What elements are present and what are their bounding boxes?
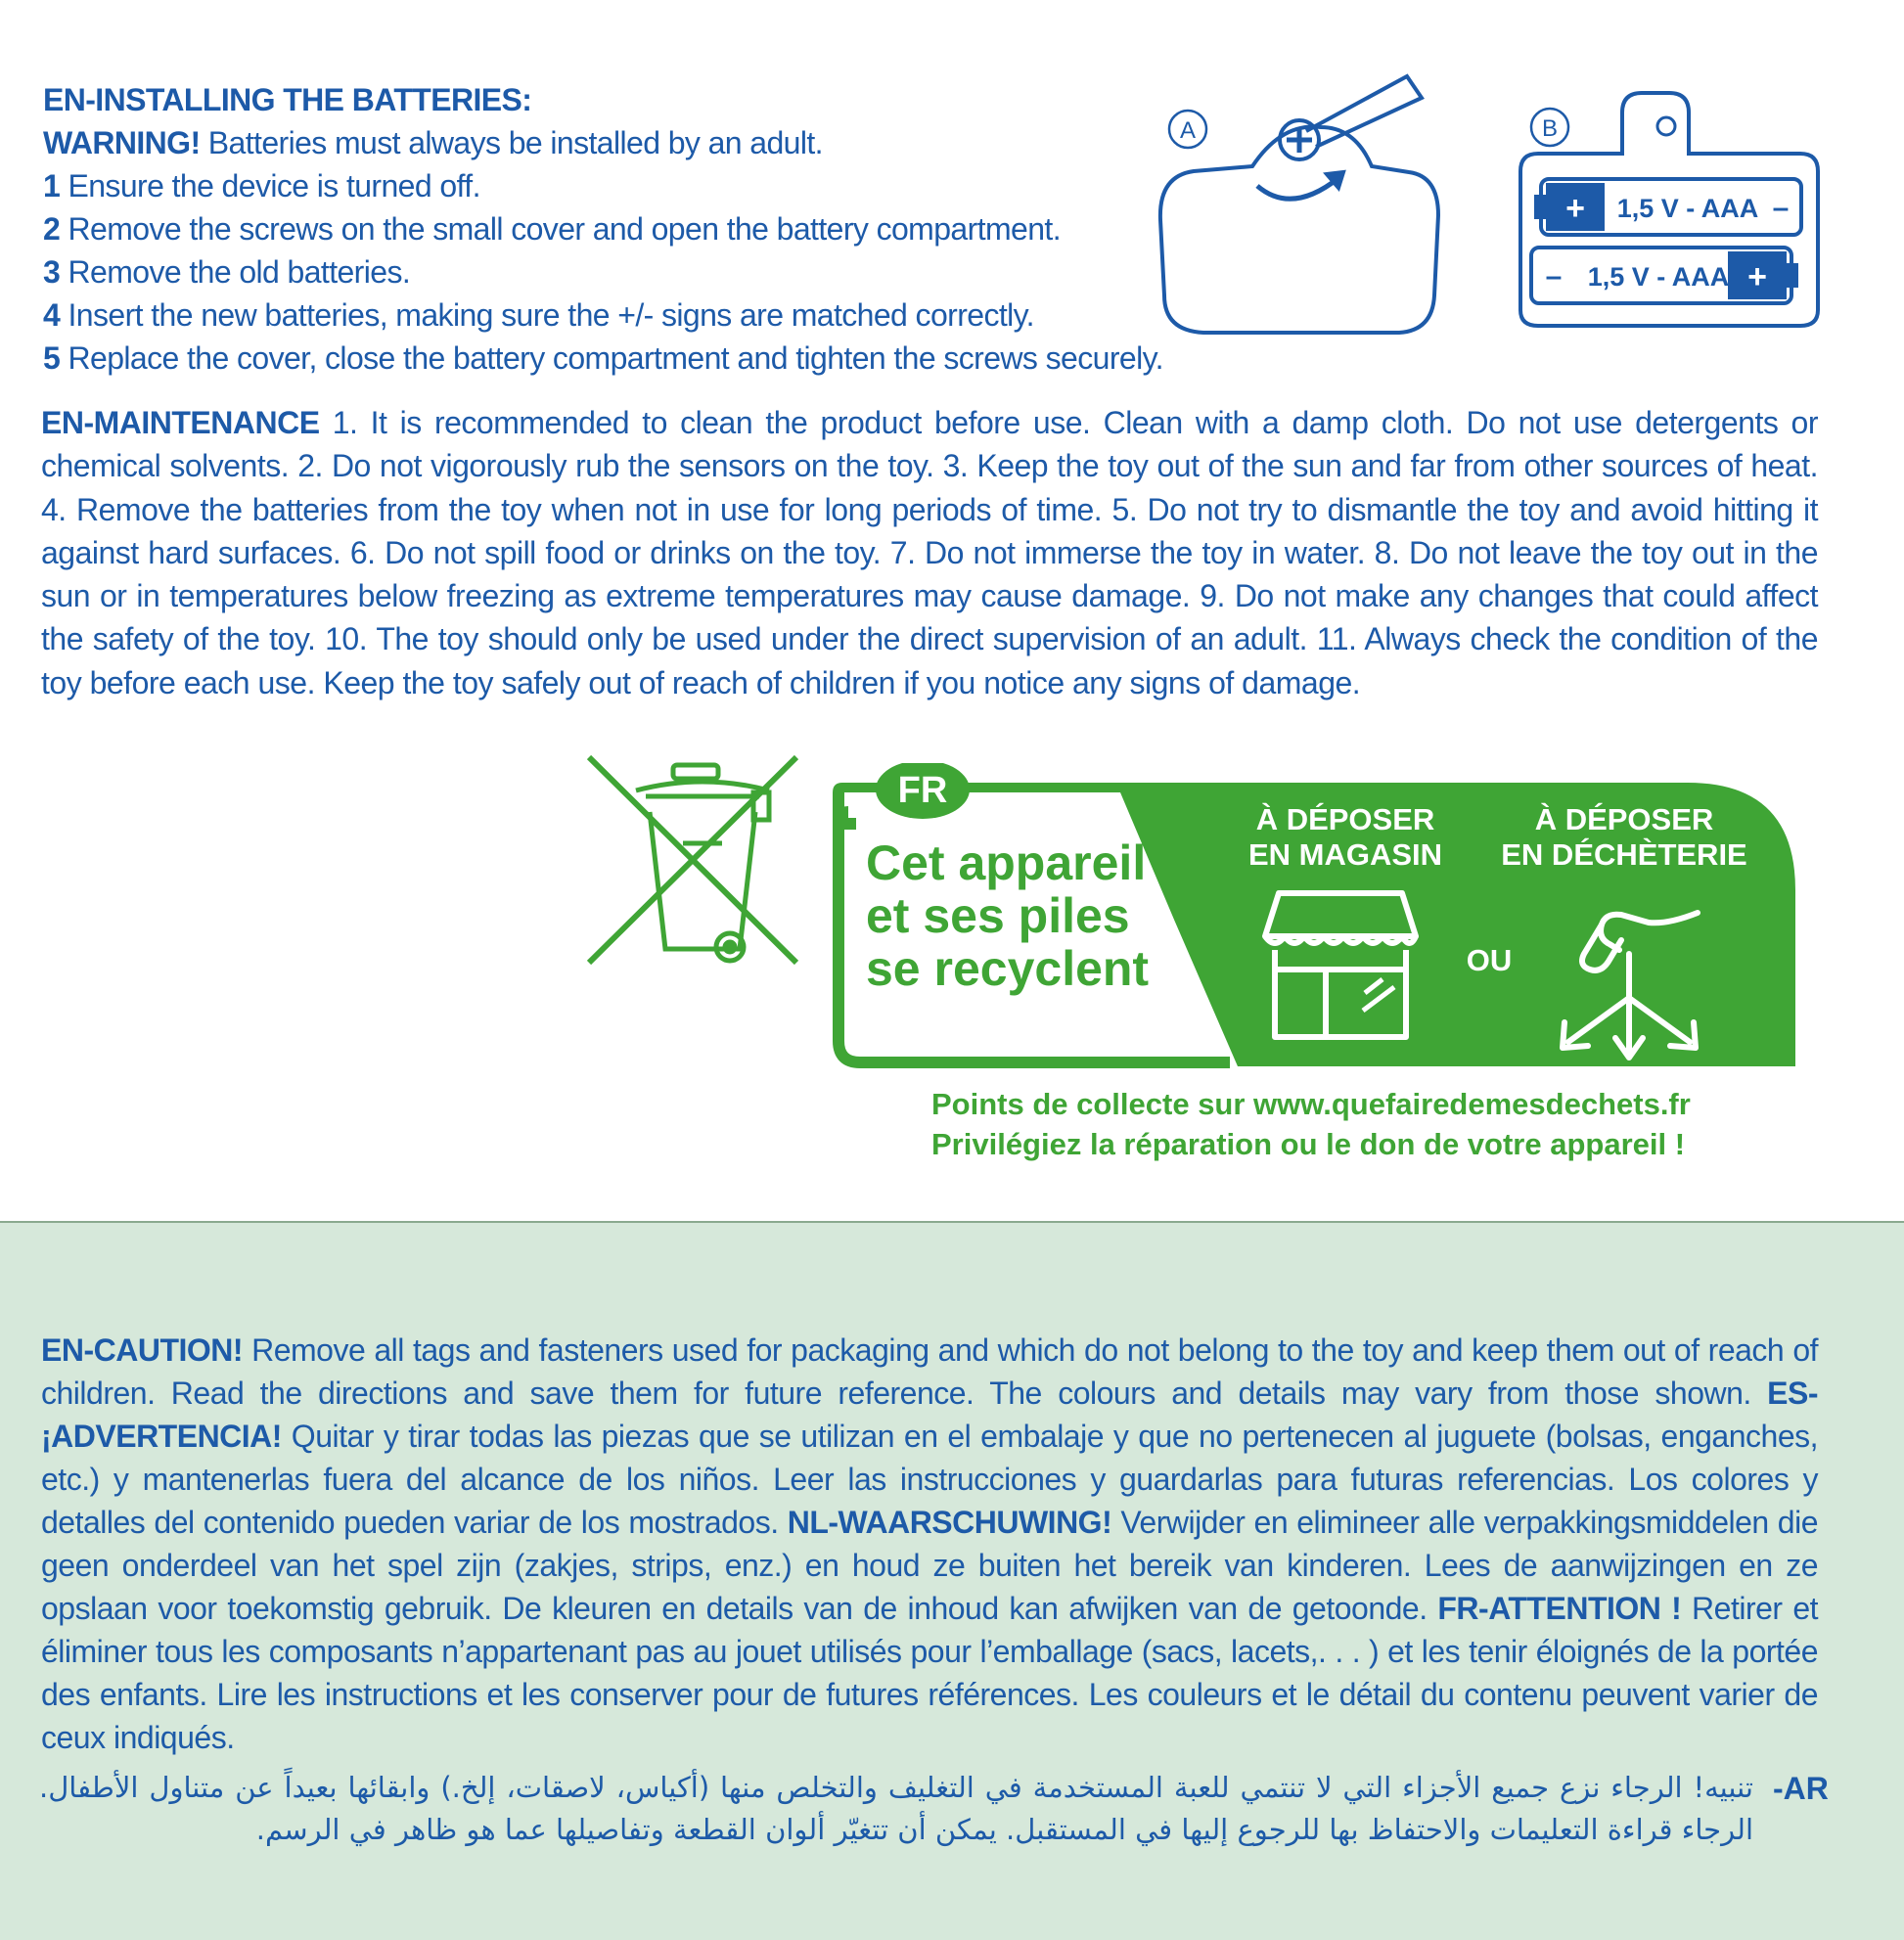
fr-badge: FR xyxy=(897,770,948,811)
fr-attention-label: FR-ATTENTION ! xyxy=(1437,1591,1682,1626)
es-warning-label: ES-¡ADVERTENCIA! xyxy=(41,1376,1818,1454)
diagram-label-a: A xyxy=(1179,117,1197,144)
install-step: 3 Remove the old batteries. xyxy=(43,254,411,290)
installing-heading: EN-INSTALLING THE BATTERIES: xyxy=(43,82,532,117)
shop-icon xyxy=(1257,885,1424,1042)
arabic-caution-text: تنبيه! الرجاء نزع جميع الأجزاء التي لا تنتمي للعبة المستخدمة في التغليف والتخلص منها (أكياس، لاصقات، إلخ.) وابقائها بعيداً عن متناول الأطفال. الرجاء قراءة التعليمات والاحتفاظ بها للرجوع إليها في المستقبل. يمكن أن تتغيّر ألوان القطعة وتفاصيلها عما هو ظاهر في الرسم. xyxy=(39,1771,1753,1846)
install-step: 1 Ensure the device is turned off. xyxy=(43,168,480,203)
maintenance-label: EN-MAINTENANCE xyxy=(41,405,320,440)
nl-warning-text: Verwijder en elimineer alle verpakkingsmiddelen die geen onderdeel van het spel zijn (zakjes, strips, enz.) en houd ze buiten het bereik van kinderen. Lees de aanwijzingen en ze opslaan voor toekomstig gebruik. De kleuren en details van de inhoud kan afwijken van de getoonde. xyxy=(41,1505,1819,1626)
drop-at-store-label: À DÉPOSER EN MAGASIN xyxy=(1247,802,1443,872)
repair-text: Privilégiez la réparation ou le don de votre appareil ! xyxy=(931,1127,1686,1161)
collection-points xyxy=(931,1084,1812,1164)
battery-2-plus: + xyxy=(1747,258,1767,295)
battery-2-minus: – xyxy=(1545,260,1563,293)
caution-section xyxy=(41,1329,1818,1759)
battery-1-label: 1,5 V - AAA xyxy=(1616,194,1759,223)
en-caution-label: EN-CAUTION! xyxy=(41,1332,244,1368)
or-label: OU xyxy=(1466,943,1513,977)
maintenance-text: 1. It is recommended to clean the product before use. Clean with a damp cloth. Do not use detergents or chemical solvents. 2. Do not vigorously rub the sensors on the toy. 3. Keep the toy out of the sun and far from other sources of heat. 4. Remove the batteries from the toy when not in use for long periods of time. 5. Do not try to dismantle the toy and avoid hitting it against hard surfaces. 6. Do not spill food or drinks on the toy. 7. Do not immerse the toy in water. 8. Do not leave the toy out in the sun or in temperatures below freezing as extreme temperatures may cause damage. 9. Do not make any changes that could affect the safety of the toy. 10. The toy should only be used under the direct supervision of an adult. 11. Always check the condition of the toy before each use. Keep the toy safely out of reach of children if you notice any signs of damage. xyxy=(41,405,1818,700)
nl-warning-label: NL-WAARSCHUWING! xyxy=(787,1505,1112,1540)
battery-1-minus: – xyxy=(1772,192,1790,224)
install-step: 2 Remove the screws on the small cover and open the battery compartment. xyxy=(43,211,1062,247)
fr-attention-text: Retirer et éliminer tous les composants n’appartenant pas au jouet utilisés pour l’emballage (sacs, lacets,. . . ) et les tenir éloignés de la portée des enfants. Lire les instructions et les conserver pour de futures références. Les couleurs et le détail du contenu peuvent varier de ceux indiqués. xyxy=(41,1591,1819,1755)
diagram-label-b: B xyxy=(1541,115,1559,142)
battery-2-label: 1,5 V - AAA xyxy=(1587,262,1730,292)
battery-cover-diagram xyxy=(1145,68,1458,342)
recycling-hand-icon xyxy=(1551,905,1707,1071)
maintenance-section xyxy=(41,401,1818,704)
drop-at-dechetterie-label: À DÉPOSER EN DÉCHÈTERIE xyxy=(1501,802,1747,872)
warning-label: WARNING! xyxy=(43,125,201,160)
collection-points-text: Points de collecte sur www.quefairedemesdechets.fr xyxy=(931,1087,1691,1121)
install-step: 5 Replace the cover, close the battery compartment and tighten the screws securely. xyxy=(43,340,1163,376)
ar-label: -AR xyxy=(1773,1771,1829,1806)
battery-1-plus: + xyxy=(1565,190,1585,227)
install-step: 4 Insert the new batteries, making sure the +/- signs are matched correctly. xyxy=(43,297,1034,333)
installing-batteries-section xyxy=(43,78,1163,380)
en-caution-text: Remove all tags and fasteners used for packaging and which do not belong to the toy and keep them out of reach of children. Read the directions and save them for future reference. The colours and details may vary from those shown. xyxy=(41,1332,1818,1411)
battery-compartment-diagram xyxy=(1507,83,1830,338)
warning-text: Batteries must always be installed by an adult. xyxy=(200,125,823,160)
crossed-bin-icon xyxy=(585,753,820,988)
recycle-title: Cet appareil et ses piles se recyclent xyxy=(866,835,1150,996)
es-warning-text: Quitar y tirar todas las piezas que se utilizan en el embalaje y que no pertenecen al juguete (bolsas, enganches, etc.) y mantenerlas fuera del alcance de los niños. Leer las instrucciones y guardarlas para futuras referencias. Los colores y detalles del contenido pueden variar de los mostrados. xyxy=(41,1419,1818,1540)
